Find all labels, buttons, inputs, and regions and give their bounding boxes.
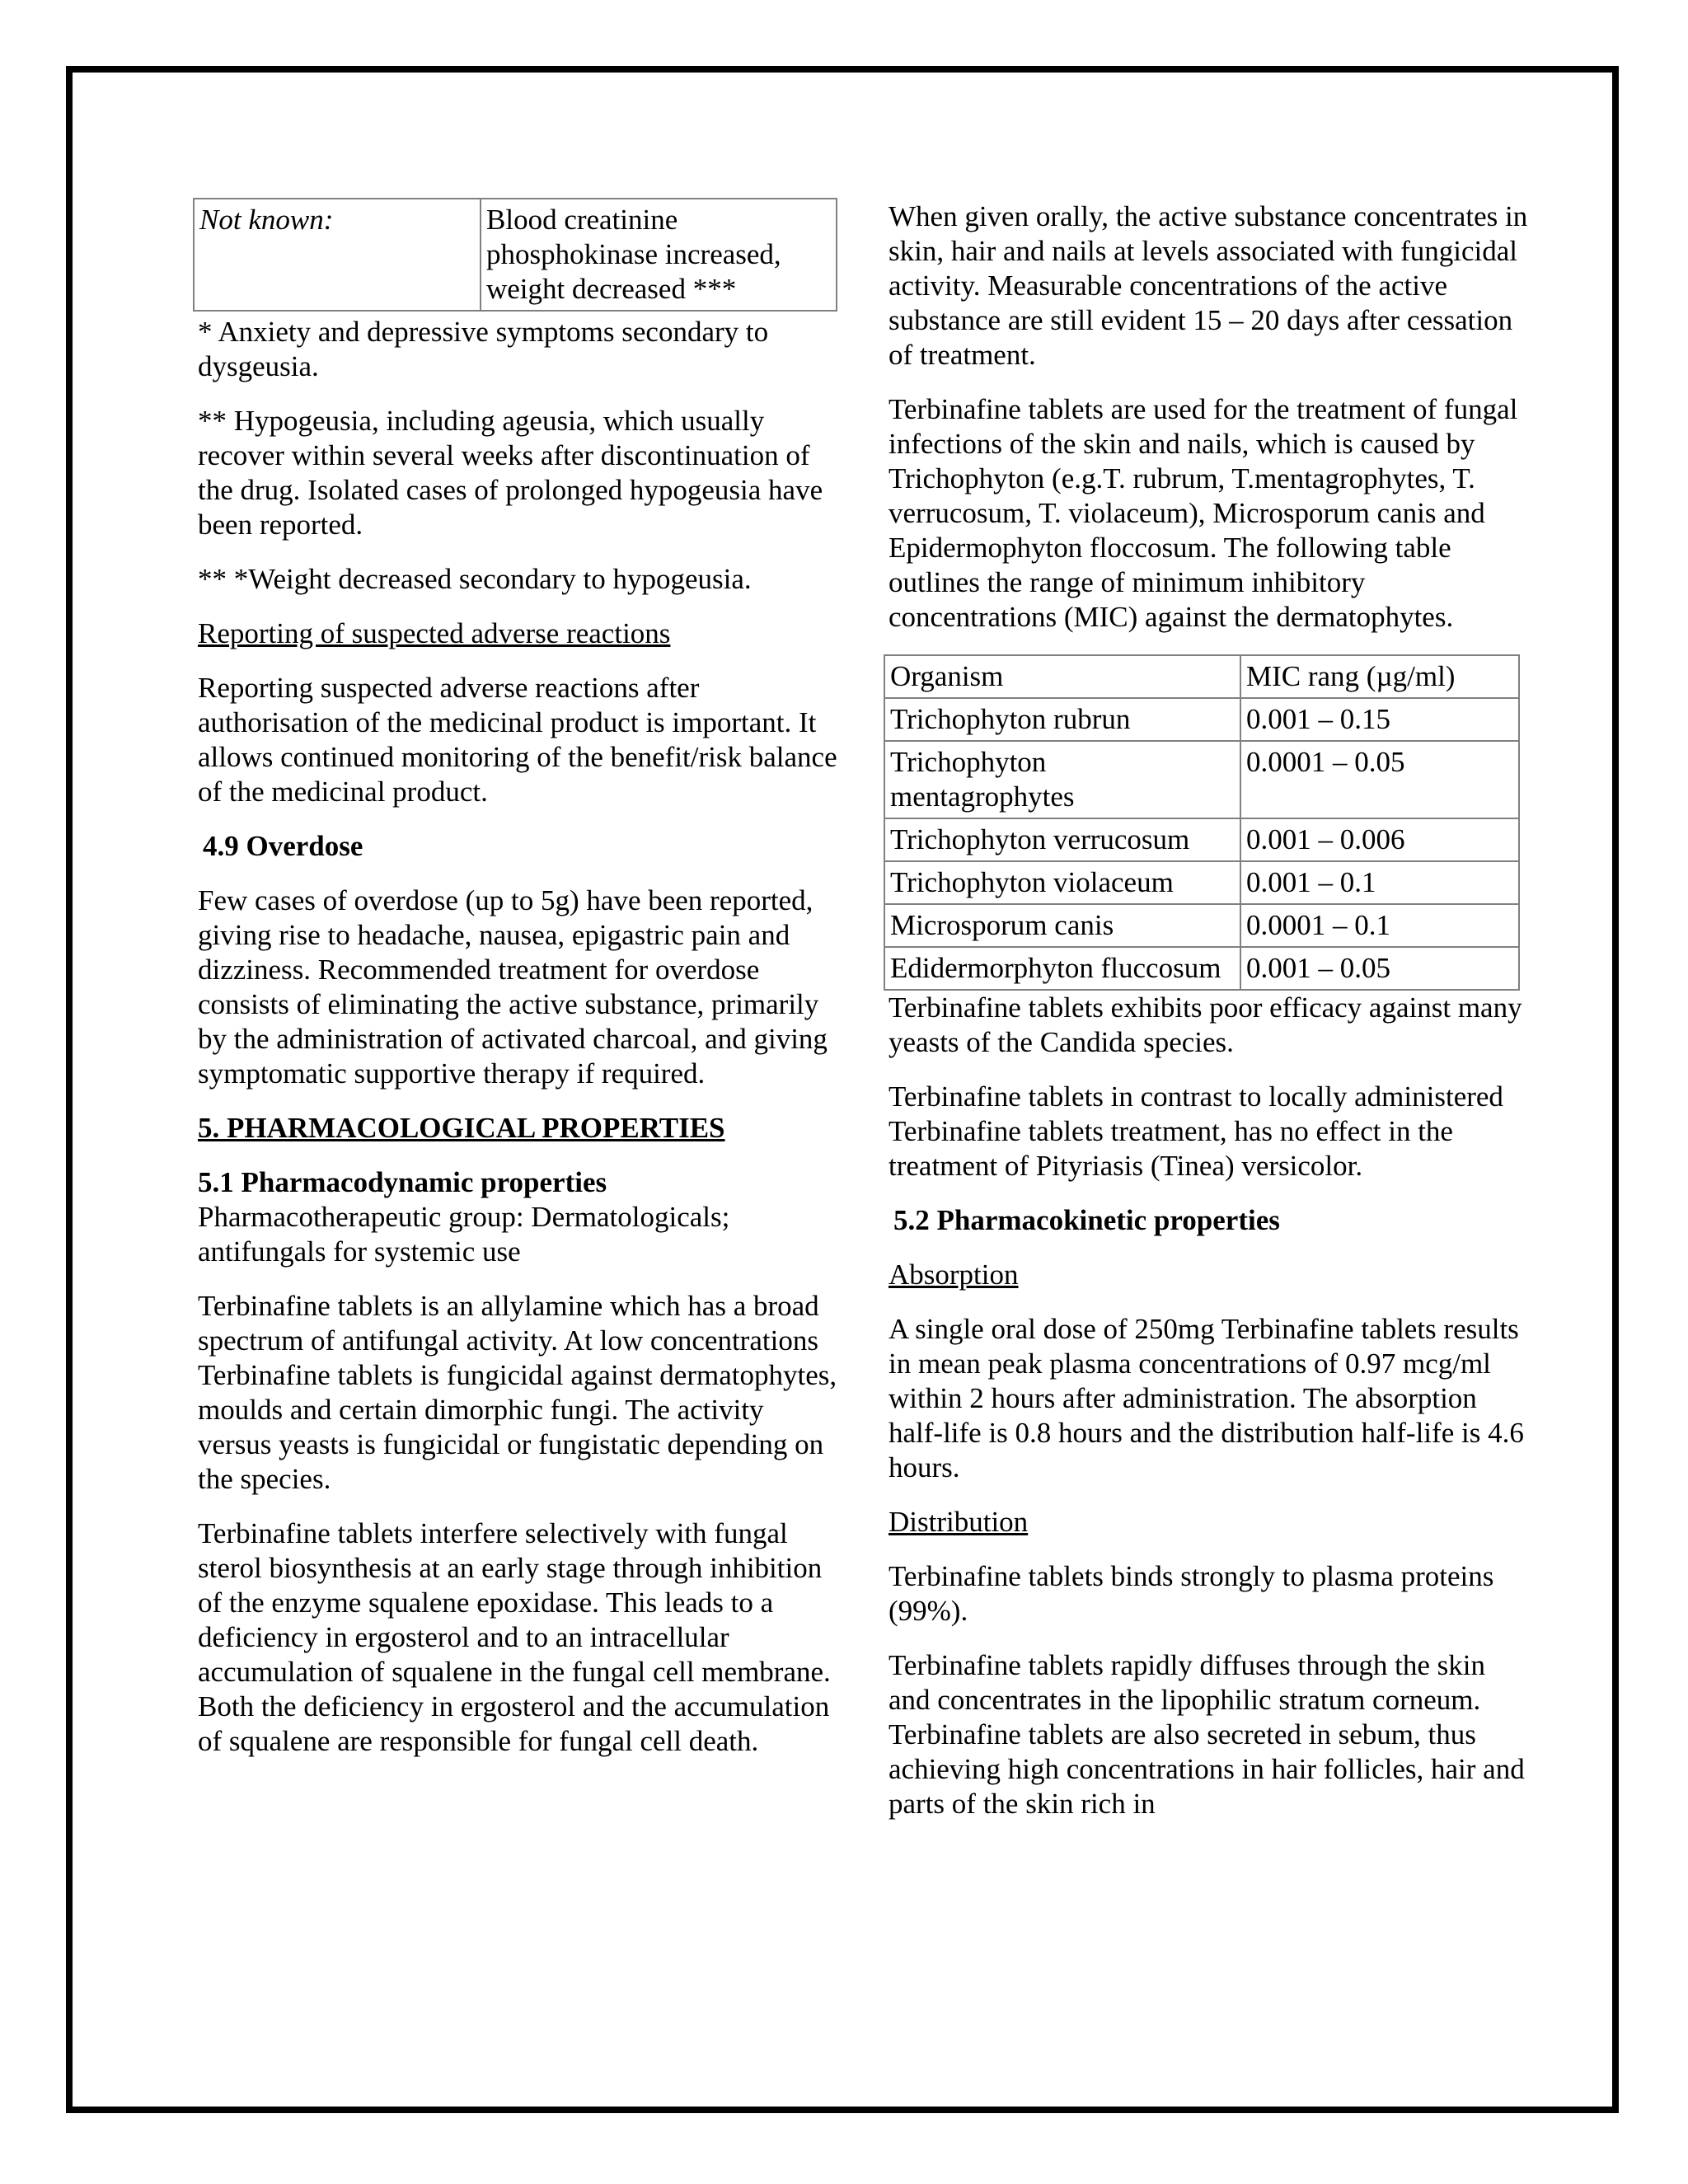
right-paragraph-3: Terbinafine tablets exhibits poor efficacy against many yeasts of the Candida species. xyxy=(889,991,1522,1058)
frequency-label: Not known: xyxy=(194,199,481,311)
frequency-value xyxy=(481,199,837,311)
left-column xyxy=(198,315,841,1779)
organism-cell: Trichophyton rubrun xyxy=(884,698,1240,741)
distribution-heading: Distribution xyxy=(889,1506,1029,1538)
right-paragraph-4: Terbinafine tablets in contrast to locally administered Terbinafine tablets treatment, has no effect in the treatment of Pityriasis (Tinea) versicolor. xyxy=(889,1080,1503,1182)
mic-table xyxy=(884,654,1520,991)
mic-cell: 0.001 – 0.15 xyxy=(1240,698,1519,741)
organism-cell: Edidermorphyton fluccosum xyxy=(884,947,1240,990)
footnote-weight: ** *Weight decreased secondary to hypogeusia. xyxy=(198,563,752,595)
footnote-anxiety: * Anxiety and depressive symptoms secondary to dysgeusia. xyxy=(198,316,769,382)
distribution-text-1: Terbinafine tablets binds strongly to plasma proteins (99%). xyxy=(889,1560,1494,1627)
table-header-organism: Organism xyxy=(884,655,1240,698)
reporting-heading: Reporting of suspected adverse reactions xyxy=(198,617,671,649)
organism-cell: Trichophyton mentagrophytes xyxy=(884,741,1240,818)
table-row xyxy=(884,741,1519,818)
pharmacodynamic-heading: 5.1 Pharmacodynamic properties xyxy=(198,1166,607,1198)
pharmacotherapeutic-group: Pharmacotherapeutic group: Dermatologicals; antifungals for systemic use xyxy=(198,1201,730,1268)
table-row xyxy=(884,947,1519,990)
overdose-text: Few cases of overdose (up to 5g) have been reported, giving rise to headache, nausea, epigastric pain and dizziness. Recommended treatment for overdose consists of eliminating the active substance, primarily by the administration of activated charcoal, and giving symptomatic supportive therapy if required. xyxy=(198,884,828,1090)
right-paragraph-2: Terbinafine tablets are used for the treatment of fungal infections of the skin and nails, which is caused by Trichophyton (e.g.T. rubrum, T.mentagrophytes, T. verrucosum, T. violaceum), Microsporum canis and Epidermophyton floccosum. The following table outlines the range of minimum inhibitory concentrations (MIC) against the dermatophytes. xyxy=(889,393,1518,633)
pharmacokinetic-heading: 5.2 Pharmacokinetic properties xyxy=(893,1204,1280,1236)
table-header-row xyxy=(884,655,1519,698)
mic-cell: 0.001 – 0.05 xyxy=(1240,947,1519,990)
organism-cell: Trichophyton violaceum xyxy=(884,861,1240,904)
absorption-text: A single oral dose of 250mg Terbinafine tablets results in mean peak plasma concentrations of 0.97 mcg/ml within 2 hours after administration. The absorption half-life is 0.8 hours and the distribution half-life is 4.6 hours. xyxy=(889,1313,1524,1483)
pharmacodynamic-block xyxy=(198,1165,841,1269)
pharmacodynamic-text-1: Terbinafine tablets is an allylamine which has a broad spectrum of antifungal activity. At low concentrations Terbinafine tablets is fungicidal against dermatophytes, moulds and certain dimorphic fungi. The activity versus yeasts is fungicidal or fungistatic depending on the species. xyxy=(198,1290,837,1495)
organism-cell: Trichophyton verrucosum xyxy=(884,818,1240,861)
right-column xyxy=(889,199,1531,1841)
mic-cell: 0.001 – 0.006 xyxy=(1240,818,1519,861)
mic-cell: 0.001 – 0.1 xyxy=(1240,861,1519,904)
mic-cell: 0.0001 – 0.1 xyxy=(1240,904,1519,947)
organism-cell: Microsporum canis xyxy=(884,904,1240,947)
pharmacodynamic-text-2: Terbinafine tablets interfere selectively with fungal sterol biosynthesis at an early stage through inhibition of the enzyme squalene epoxidase. This leads to a deficiency in ergosterol and to an intracellular accumulation of squalene in the fungal cell membrane. Both the deficiency in ergosterol and the accumulation of squalene are responsible for fungal cell death. xyxy=(198,1517,831,1757)
frequency-value-line: weight decreased *** xyxy=(486,273,737,305)
frequency-table xyxy=(193,198,837,312)
section5-heading: 5. PHARMACOLOGICAL PROPERTIES xyxy=(198,1112,725,1144)
distribution-text-2: Terbinafine tablets rapidly diffuses through the skin and concentrates in the lipophilic stratum corneum. Terbinafine tablets are also secreted in sebum, thus achieving high concentrations in hair follicles, hair and parts of the skin rich in xyxy=(889,1649,1525,1820)
absorption-heading: Absorption xyxy=(889,1258,1019,1291)
table-row xyxy=(884,861,1519,904)
table-row xyxy=(194,199,837,311)
table-row xyxy=(884,818,1519,861)
mic-cell: 0.0001 – 0.05 xyxy=(1240,741,1519,818)
table-row xyxy=(884,698,1519,741)
frequency-value-line: phosphokinase increased, xyxy=(486,238,781,270)
overdose-heading: 4.9 Overdose xyxy=(203,830,363,862)
table-row xyxy=(884,904,1519,947)
footnote-hypogeusia: ** Hypogeusia, including ageusia, which usually recover within several weeks after discontinuation of the drug. Isolated cases of prolonged hypogeusia have been reported. xyxy=(198,405,823,541)
table-header-mic: MIC rang (µg/ml) xyxy=(1240,655,1519,698)
right-paragraph-1: When given orally, the active substance concentrates in skin, hair and nails at levels associated with fungicidal activity. Measurable concentrations of the active substance are still evident 15 – 20 days after cessation of treatment. xyxy=(889,200,1528,371)
reporting-text: Reporting suspected adverse reactions after authorisation of the medicinal product is important. It allows continued monitoring of the benefit/risk balance of the medicinal product. xyxy=(198,672,837,808)
frequency-value-line: Blood creatinine xyxy=(486,204,678,236)
